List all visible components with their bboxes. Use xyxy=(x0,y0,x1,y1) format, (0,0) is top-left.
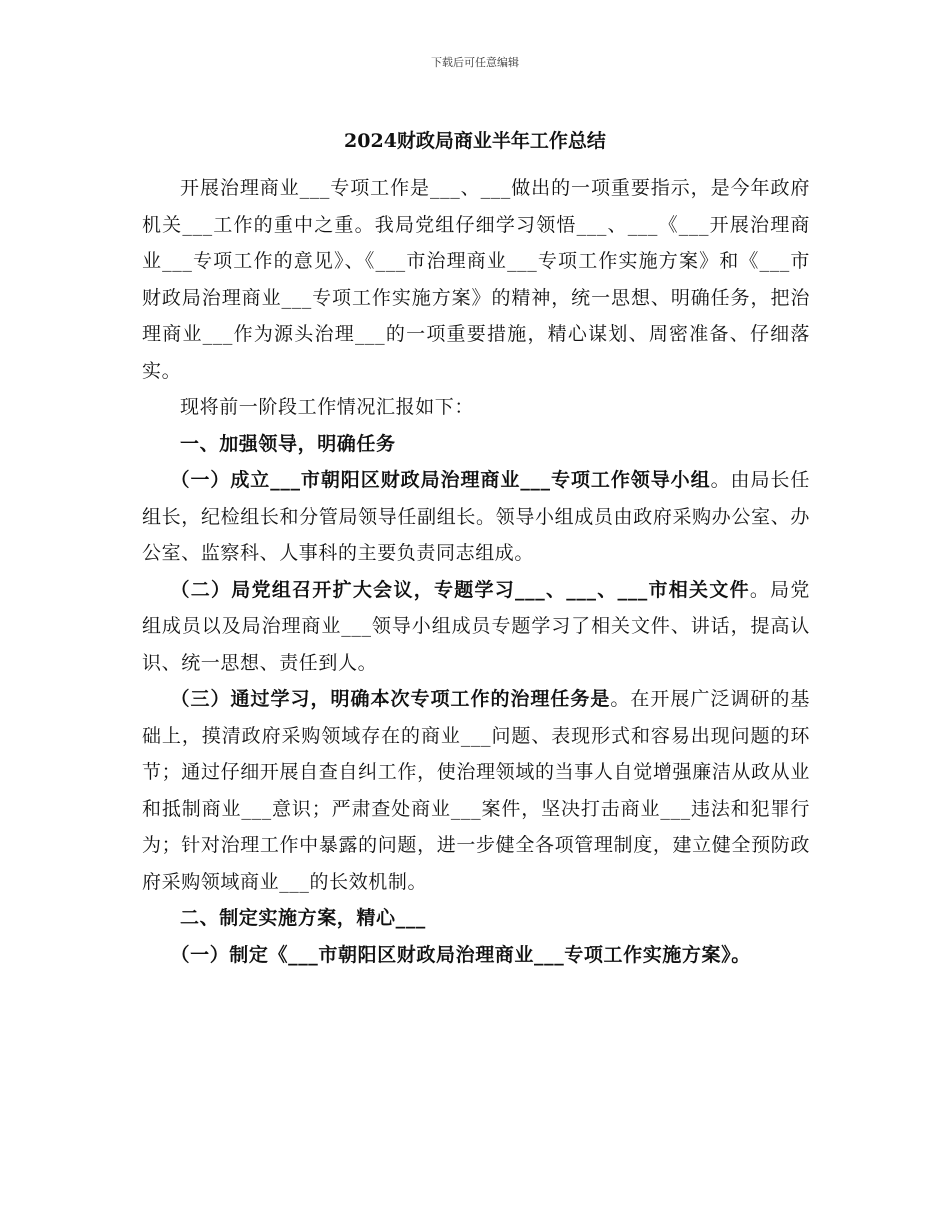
paragraph-text: 。局党组成员以及局治理商业___领导小组成员专题学习了相关文件、讲话，提高认识、统一思想、责任到人。 xyxy=(142,578,810,674)
paragraph-intro xyxy=(142,170,810,389)
section-heading-1 xyxy=(142,426,810,463)
subheading-text: （一）制定《___市朝阳区财政局治理商业___专项工作实施方案》。 xyxy=(170,943,751,966)
section-heading-2 xyxy=(142,900,810,937)
paragraph-text: 。由局长任组长，纪检组长和分管局领导任副组长。领导小组成员由政府采购办公室、办公室、监察科、人事科的主要负责同志组成。 xyxy=(142,469,810,564)
paragraph-text: 。在开展广泛调研的基础上，摸清政府采购领域存在的商业___问题、表现形式和容易出现问题的环节；通过仔细开展自查自纠工作，使治理领域的当事人自觉增强廉洁从政从业和抵制商业___意识；严肃查处商业___案件，坚决打击商业___违法和犯罪行为；针对治理工作中暴露的问题，进一步健全各项管理制度，建立健全预防政府采购领域商业___的长效机制。 xyxy=(142,688,810,893)
paragraph-2-1 xyxy=(142,937,810,974)
paragraph-1-1 xyxy=(142,462,810,572)
paragraph-1-2 xyxy=(142,572,810,682)
paragraph-report-lead xyxy=(142,389,810,426)
subheading-text: （二）局党组召开扩大会议，专题学习___、___、___市相关文件 xyxy=(170,578,750,601)
subheading-text: （三）通过学习，明确本次专项工作的治理任务是 xyxy=(170,688,611,710)
heading-text: 二、制定实施方案，精心___ xyxy=(180,907,426,929)
document-title: 2024财政局商业半年工作总结 xyxy=(344,130,606,152)
paragraph-text: 开展治理商业___专项工作是___、___做出的一项重要指示，是今年政府机关___工作的重中之重。我局党组仔细学习领悟___、___《___开展治理商业___专项工作的意见》、《___市治理商业___专项工作实施方案》和《___市财政局治理商业___专项工作实施方案》的精神，统一思想、明确任务，把治理商业___作为源头治理___的一项重要措施，精心谋划、周密准备、仔细落实。 xyxy=(142,177,810,382)
heading-text: 一、加强领导，明确任务 xyxy=(180,432,396,455)
page-header: 下载后可任意编辑 xyxy=(431,56,519,69)
paragraph-1-3 xyxy=(142,681,810,900)
paragraph-text: 现将前一阶段工作情况汇报如下： xyxy=(180,396,475,418)
document-body xyxy=(142,170,810,973)
subheading-text: （一）成立___市朝阳区财政局治理商业___专项工作领导小组 xyxy=(170,469,711,491)
